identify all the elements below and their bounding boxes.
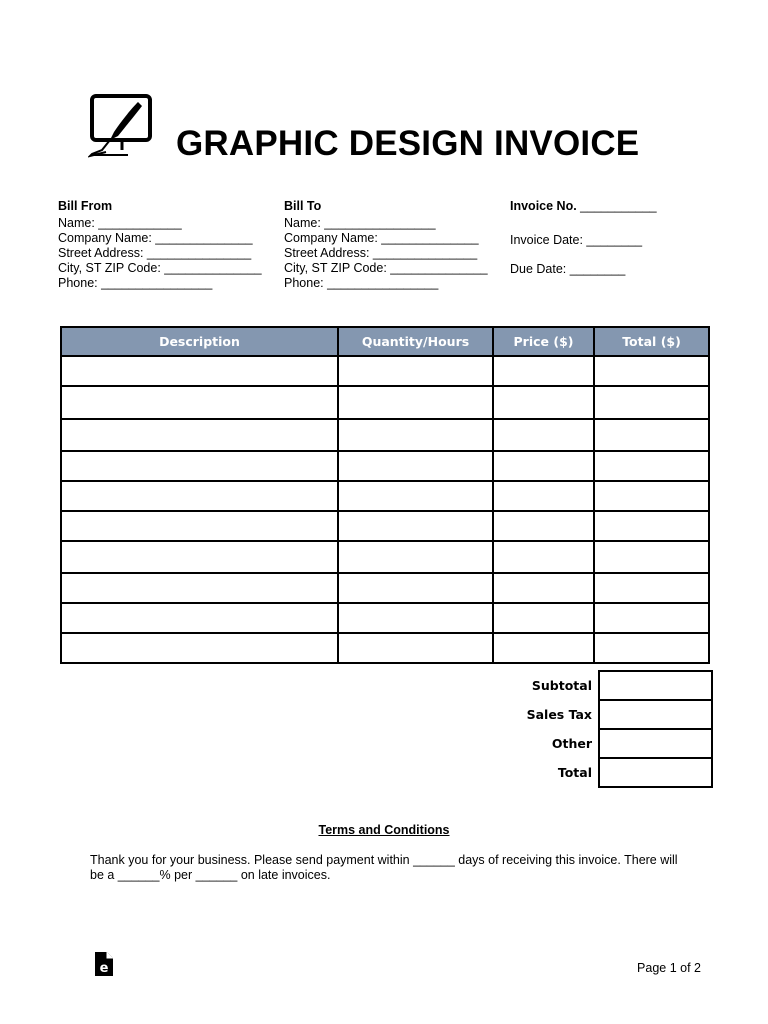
- bill-from-company-field[interactable]: Company Name: ______________: [58, 231, 253, 245]
- total-cell[interactable]: [594, 511, 709, 541]
- bill-to-heading: Bill To: [284, 199, 322, 213]
- price-cell[interactable]: [493, 541, 594, 573]
- other-label: Other: [551, 736, 592, 751]
- bill-from-name-field[interactable]: Name: ____________: [58, 216, 182, 230]
- table-row: [61, 481, 709, 511]
- bill-to-section: [284, 199, 488, 291]
- sales-tax-row: [502, 700, 712, 729]
- bill-from-street-field[interactable]: Street Address: _______________: [58, 246, 252, 260]
- terms-text: Thank you for your business. Please send payment within ______ days of receiving this invoice. There will be a ______% per ______ on late invoices.: [90, 853, 678, 882]
- bill-to-city-field[interactable]: City, ST ZIP Code: ______________: [284, 261, 488, 275]
- quantity-cell[interactable]: [338, 573, 493, 603]
- table-row: [61, 603, 709, 633]
- description-cell[interactable]: [61, 573, 338, 603]
- quantity-cell[interactable]: [338, 603, 493, 633]
- description-cell[interactable]: [61, 386, 338, 419]
- description-cell[interactable]: [61, 511, 338, 541]
- subtotal-field[interactable]: [599, 671, 712, 700]
- price-cell[interactable]: [493, 419, 594, 451]
- column-header-total: Total ($): [594, 327, 709, 356]
- total-cell[interactable]: [594, 419, 709, 451]
- bill-to-phone-field[interactable]: Phone: ________________: [284, 276, 439, 290]
- description-cell[interactable]: [61, 481, 338, 511]
- column-header-description: Description: [61, 327, 338, 356]
- bill-from-heading: Bill From: [58, 199, 113, 213]
- table-row: [61, 573, 709, 603]
- total-cell[interactable]: [594, 633, 709, 663]
- description-cell[interactable]: [61, 419, 338, 451]
- table-row: [61, 356, 709, 386]
- eforms-icon: [94, 951, 114, 977]
- price-cell[interactable]: [493, 356, 594, 386]
- total-row: [502, 758, 712, 787]
- total-cell[interactable]: [594, 451, 709, 481]
- table-header-row: [61, 327, 709, 356]
- description-cell[interactable]: [61, 541, 338, 573]
- invoice-number-blank: ___________: [576, 199, 657, 213]
- table-row: [61, 419, 709, 451]
- column-header-price: Price ($): [493, 327, 594, 356]
- bill-from-section: [58, 199, 262, 291]
- quantity-cell[interactable]: [338, 451, 493, 481]
- svg-text:e: e: [99, 961, 109, 976]
- total-cell[interactable]: [594, 541, 709, 573]
- bill-to-company-field[interactable]: Company Name: ______________: [284, 231, 479, 245]
- bill-from-phone-field[interactable]: Phone: ________________: [58, 276, 213, 290]
- sales-tax-label: Sales Tax: [526, 707, 592, 722]
- column-header-quantity-hours: Quantity/Hours: [338, 327, 493, 356]
- price-cell[interactable]: [493, 603, 594, 633]
- due-date-field[interactable]: Due Date: ________: [510, 262, 626, 276]
- total-cell[interactable]: [594, 573, 709, 603]
- subtotal-label: Subtotal: [531, 678, 592, 693]
- quantity-cell[interactable]: [338, 356, 493, 386]
- price-cell[interactable]: [493, 386, 594, 419]
- monitor-pen-icon: [88, 92, 156, 158]
- line-items-table: [60, 326, 710, 664]
- quantity-cell[interactable]: [338, 419, 493, 451]
- table-row: [61, 541, 709, 573]
- description-cell[interactable]: [61, 633, 338, 663]
- table-row: [61, 511, 709, 541]
- total-field[interactable]: [599, 758, 712, 787]
- sales-tax-field[interactable]: [599, 700, 712, 729]
- description-cell[interactable]: [61, 356, 338, 386]
- table-row: [61, 386, 709, 419]
- price-cell[interactable]: [493, 451, 594, 481]
- price-cell[interactable]: [493, 511, 594, 541]
- page-number: Page 1 of 2: [637, 961, 701, 975]
- other-field[interactable]: [599, 729, 712, 758]
- page-title: GRAPHIC DESIGN INVOICE: [176, 124, 640, 163]
- table-row: [61, 633, 709, 663]
- totals-table: [502, 670, 713, 788]
- invoice-date-field[interactable]: Invoice Date: ________: [510, 233, 643, 247]
- terms-heading: Terms and Conditions: [318, 823, 450, 837]
- subtotal-row: [502, 671, 712, 700]
- other-row: [502, 729, 712, 758]
- bill-to-street-field[interactable]: Street Address: _______________: [284, 246, 478, 260]
- price-cell[interactable]: [493, 481, 594, 511]
- invoice-number-label: Invoice No.: [510, 199, 577, 213]
- invoice-number-field[interactable]: [510, 199, 657, 214]
- total-cell[interactable]: [594, 356, 709, 386]
- quantity-cell[interactable]: [338, 386, 493, 419]
- total-label: Total: [557, 765, 592, 780]
- bill-to-name-field[interactable]: Name: ________________: [284, 216, 436, 230]
- bill-from-city-field[interactable]: City, ST ZIP Code: ______________: [58, 261, 262, 275]
- total-cell[interactable]: [594, 603, 709, 633]
- price-cell[interactable]: [493, 633, 594, 663]
- price-cell[interactable]: [493, 573, 594, 603]
- total-cell[interactable]: [594, 386, 709, 419]
- table-row: [61, 451, 709, 481]
- quantity-cell[interactable]: [338, 541, 493, 573]
- quantity-cell[interactable]: [338, 633, 493, 663]
- quantity-cell[interactable]: [338, 481, 493, 511]
- description-cell[interactable]: [61, 451, 338, 481]
- quantity-cell[interactable]: [338, 511, 493, 541]
- total-cell[interactable]: [594, 481, 709, 511]
- description-cell[interactable]: [61, 603, 338, 633]
